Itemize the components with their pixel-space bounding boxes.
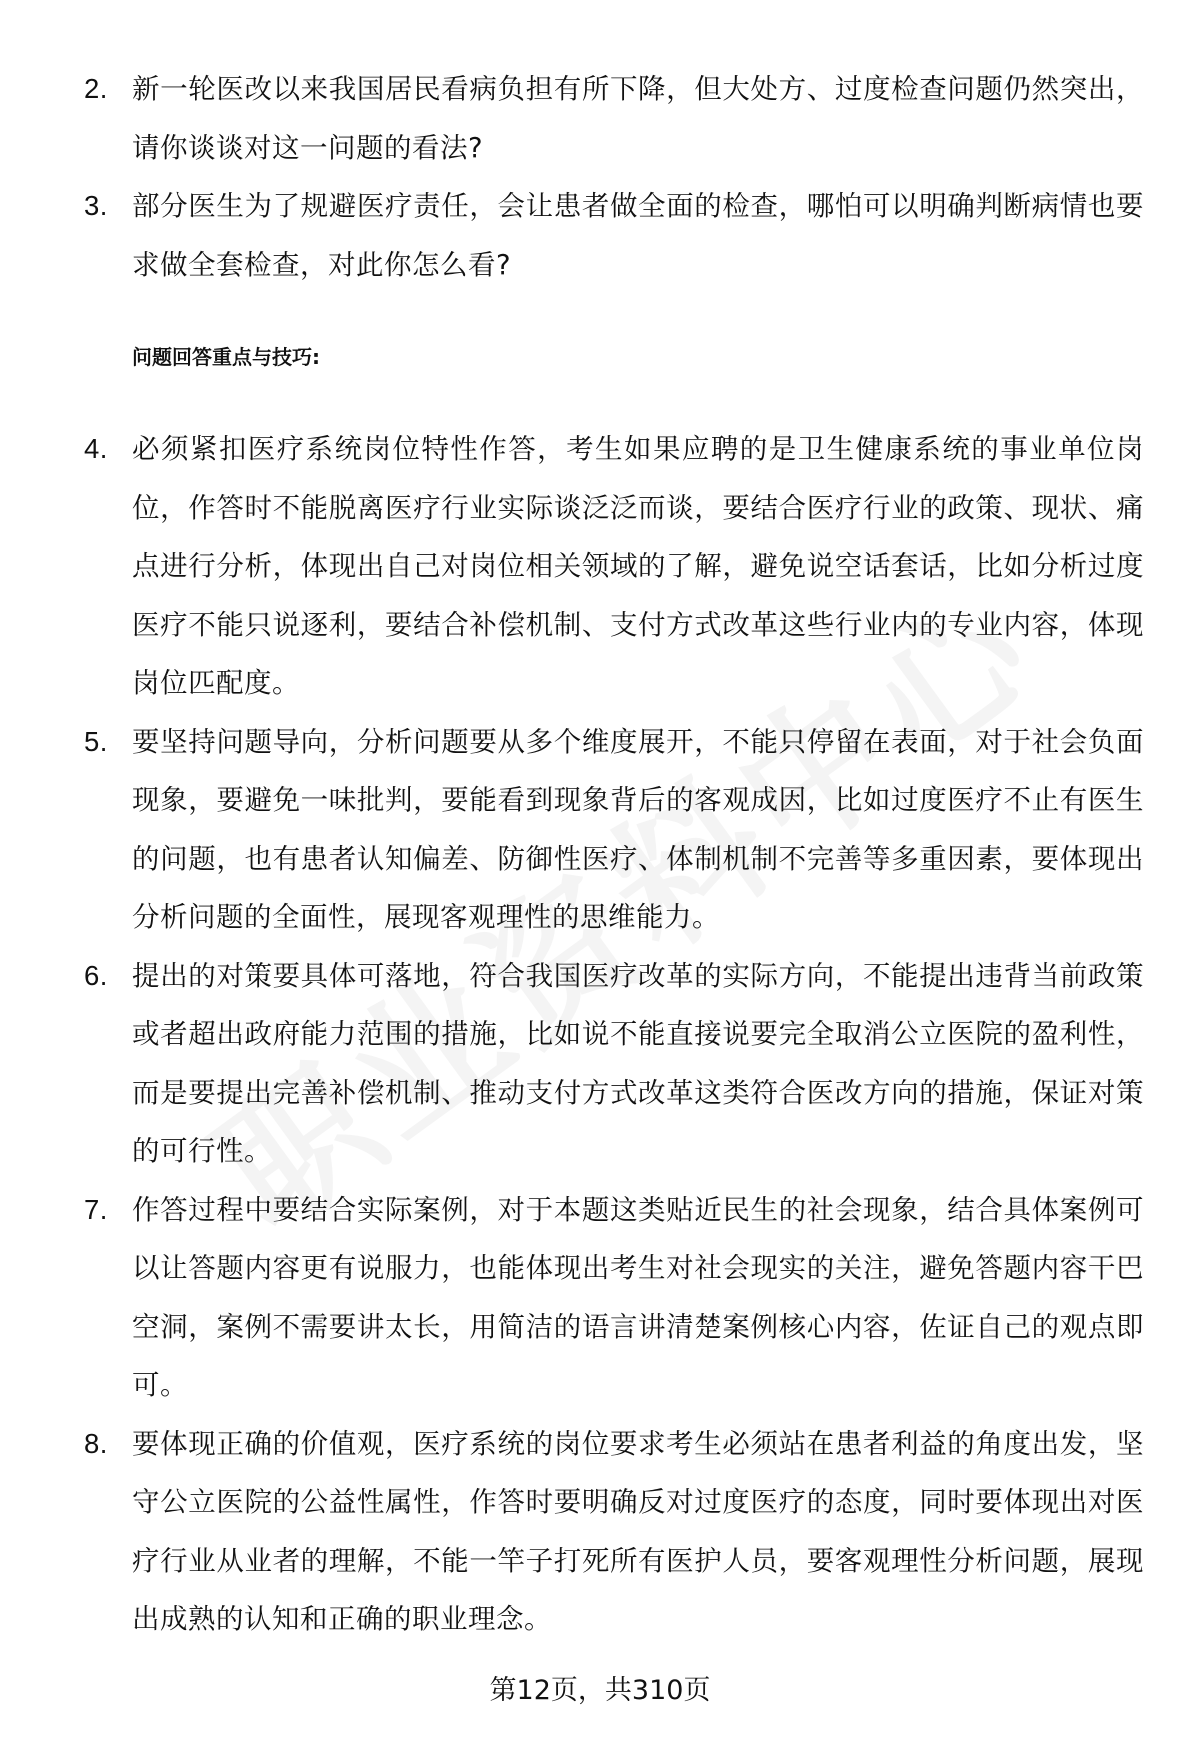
section-heading: 问题回答重点与技巧: <box>132 345 320 369</box>
item-number: 3. <box>84 190 108 221</box>
list-item <box>84 713 1144 947</box>
item-text: 要体现正确的价值观，医疗系统的岗位要求考生必须站在患者利益的角度出发，坚守公立医院的公益性属性，作答时要明确反对过度医疗的态度，同时要体现出对医疗行业从业者的理解，不能一竿子打死所有医护人员，要客观理性分析问题，展现出成熟的认知和正确的职业理念。 <box>132 1427 1144 1635</box>
list-item <box>84 60 1144 177</box>
list-item <box>84 1181 1144 1415</box>
item-number: 4. <box>84 433 108 464</box>
list-item <box>84 1415 1144 1649</box>
item-text: 必须紧扣医疗系统岗位特性作答，考生如果应聘的是卫生健康系统的事业单位岗位，作答时不能脱离医疗行业实际谈泛泛而谈，要结合医疗行业的政策、现状、痛点进行分析，体现出自己对岗位相关领域的了解，避免说空话套话，比如分析过度医疗不能只说逐利，要结合补偿机制、支付方式改革这些行业内的专业内容，体现岗位匹配度。 <box>132 433 1144 699</box>
list-item <box>84 177 1144 294</box>
item-text: 新一轮医改以来我国居民看病负担有所下降，但大处方、过度检查问题仍然突出，请你谈谈对这一问题的看法? <box>132 73 1144 164</box>
item-number: 5. <box>84 725 108 757</box>
document-body <box>84 60 1144 1649</box>
item-number: 2. <box>84 73 108 104</box>
item-number: 8. <box>84 1427 108 1459</box>
item-text: 部分医生为了规避医疗责任，会让患者做全面的检查，哪怕可以明确判断病情也要求做全套检查，对此你怎么看? <box>132 190 1144 281</box>
item-number: 6. <box>84 959 108 991</box>
list-item <box>84 420 1144 713</box>
list-item <box>84 947 1144 1181</box>
item-text: 提出的对策要具体可落地，符合我国医疗改革的实际方向，不能提出违背当前政策或者超出政府能力范围的措施，比如说不能直接说要完全取消公立医院的盈利性，而是要提出完善补偿机制、推动支付方式改革这类符合医改方向的措施，保证对策的可行性。 <box>132 959 1144 1167</box>
item-number: 7. <box>84 1193 108 1225</box>
item-text: 要坚持问题导向，分析问题要从多个维度展开，不能只停留在表面，对于社会负面现象，要避免一味批判，要能看到现象背后的客观成因，比如过度医疗不止有医生的问题，也有患者认知偏差、防御性医疗、体制机制不完善等多重因素，要体现出分析问题的全面性，展现客观理性的思维能力。 <box>132 725 1144 933</box>
page-number-footer: 第12页，共310页 <box>489 1675 711 1706</box>
item-text: 作答过程中要结合实际案例，对于本题这类贴近民生的社会现象，结合具体案例可以让答题内容更有说服力，也能体现出考生对社会现实的关注，避免答题内容干巴空洞，案例不需要讲太长，用简洁的语言讲清楚案例核心内容，佐证自己的观点即可。 <box>132 1193 1144 1401</box>
